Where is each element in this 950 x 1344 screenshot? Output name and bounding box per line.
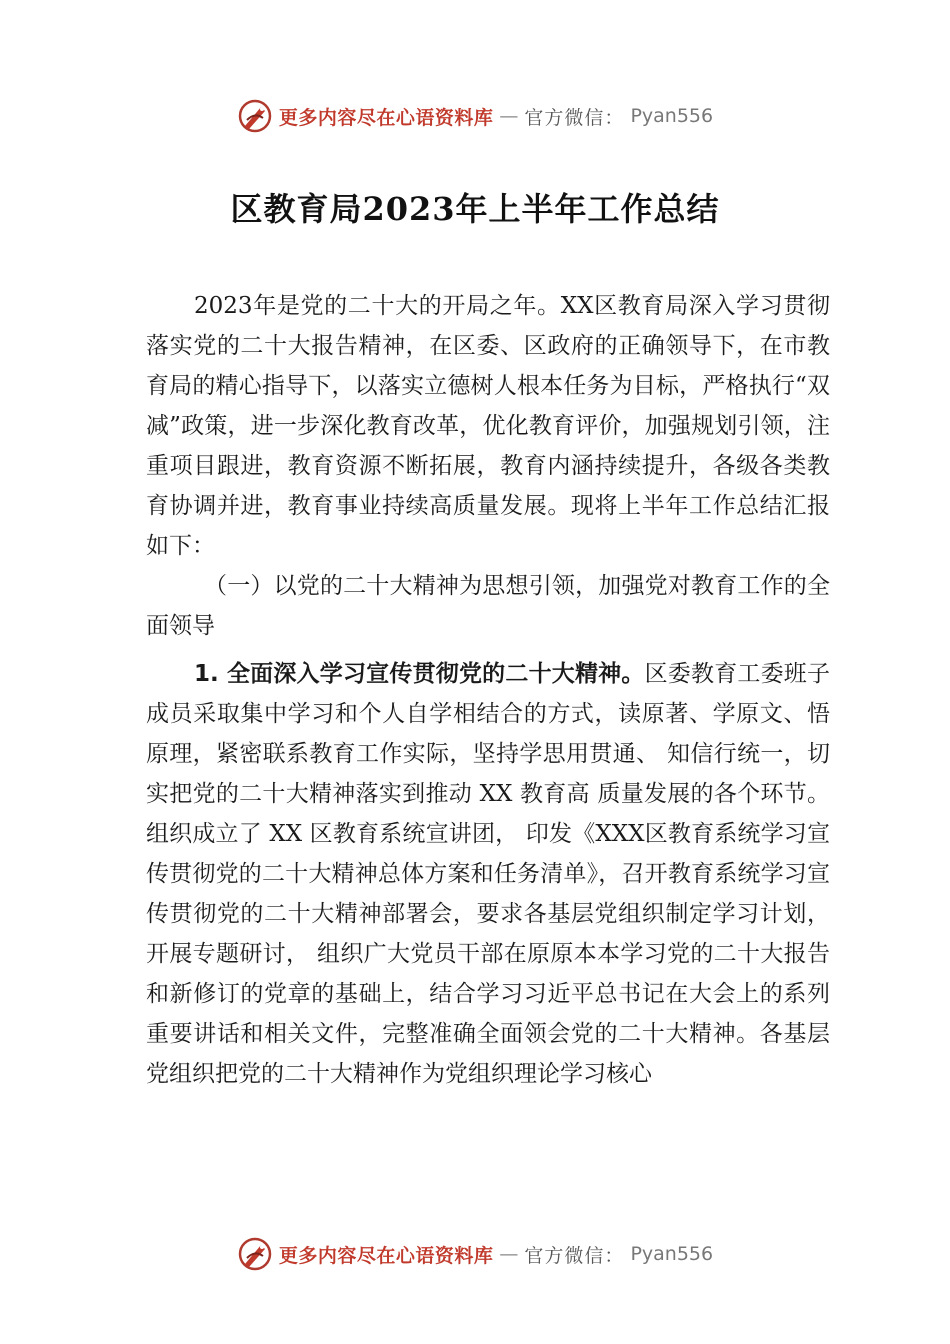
item-body: 区委教育工委班子成员采取集中学习和个人自学相结合的方式，读原著、学原文、悟原理，紧密联系教育工作实际，坚持学思用贯通、 知信行统一，切实把党的二十大精神落实到推动 XX 教育高 质量发展的各个环节。组织成立了 XX 区教育系统宣讲团， 印发《XXX区教育系统学习宣传贯彻党的二十大精神总体方案和任务清单》，召开教育系统学习宣传贯彻党的二十大精神部署会，要求各基层党组织制定学习计划，开展专题研讨， 组织广大党员干部在原原本本学习党的二十大报告和新修订的党章的基础上，结合学习习近平总书记在大会上的系列重要讲话和相关文件，完整准确全面领会党的二十大精神。各基层党组织把党的二十大精神作为党组织理论学习核心	[146, 661, 831, 1087]
pen-logo-icon	[237, 98, 273, 134]
intro-paragraph: 2023年是党的二十大的开局之年。XX区教育局深入学习贯彻落实党的二十大报告精神，在区委、区政府的正确领导下，在市教育局的精心指导下，以落实立德树人根本任务为目标，严格执行“双减”政策，进一步深化教育改革，优化教育评价，加强规划引领，注重项目跟进，教育资源不断拓展，教育内涵持续提升，各级各类教育协调并进，教育事业持续高质量发展。现将上半年工作总结汇报如下：	[146, 293, 830, 559]
section-heading: （一）以党的二十大精神为思想引领，加强党对教育工作的全面领导	[146, 573, 830, 639]
banner-dash: —	[499, 1243, 519, 1265]
banner-dash: —	[499, 105, 519, 127]
document-body	[146, 286, 830, 1094]
banner-wechat-id: Pyan556	[630, 1243, 714, 1265]
pen-logo-icon	[237, 1236, 273, 1272]
item-heading: 1. 全面深入学习宣传贯彻党的二十大精神。	[194, 661, 645, 687]
banner-slogan: 更多内容尽在心语资料库	[278, 1244, 494, 1267]
banner-slogan: 更多内容尽在心语资料库	[278, 106, 494, 129]
item-paragraph	[146, 654, 830, 1094]
document-title: 区教育局2023年上半年工作总结	[230, 190, 720, 228]
footer-banner	[0, 1234, 950, 1274]
banner-wechat-label: 官方微信：	[524, 1244, 625, 1267]
banner-wechat-id: Pyan556	[630, 105, 714, 127]
banner-wechat-label: 官方微信：	[524, 106, 625, 129]
header-banner	[0, 96, 950, 136]
